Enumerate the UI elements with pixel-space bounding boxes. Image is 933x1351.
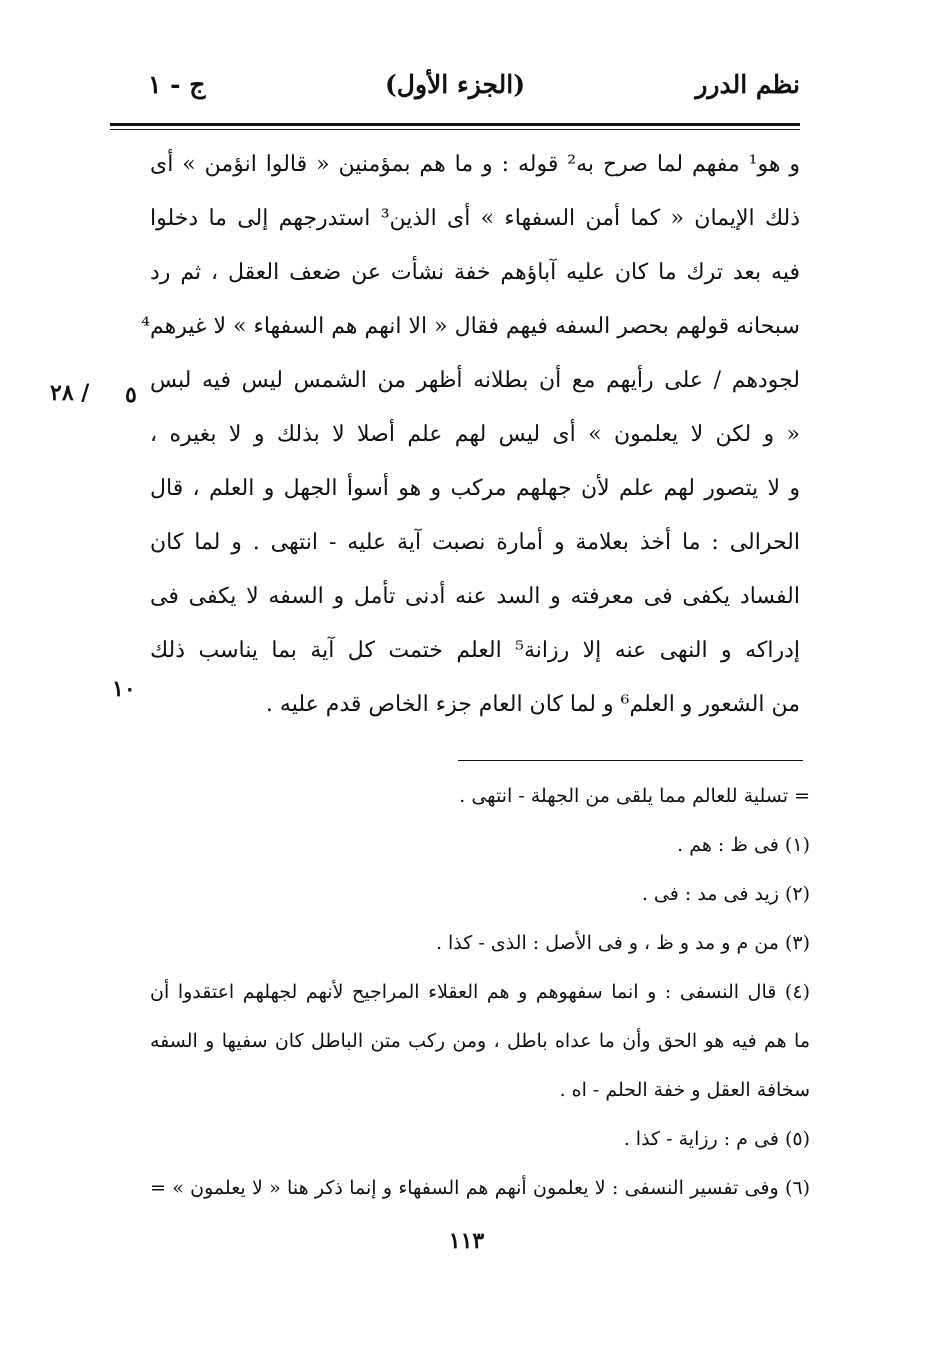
book-title: نظم الدرر: [695, 70, 800, 99]
footnote-line: (٣) من م و مد و ظ ، و فى الأصل : الذى - كذا .: [435, 932, 810, 954]
margin-line-number-10: ١٠: [112, 676, 136, 702]
header-rule-thick: [110, 123, 800, 126]
text-line: سبحانه قولهم بحصر السفه فيهم فقال « الا انهم هم السفهاء » لا غيرهم⁴: [141, 314, 800, 339]
text-line: « و لكن لا يعلمون » أى ليس لهم علم أصلا لا بذلك و لا بغيره ،: [150, 422, 800, 447]
footnote-line: (٢) زيد فى مد : فى .: [641, 883, 810, 905]
footnote-line: (٦) وفى تفسير النسفى : لا يعلمون أنهم هم السفهاء و إنما ذكر هنا « لا يعلمون » =: [150, 1177, 810, 1199]
text-line: لجودهم / على رأيهم مع أن بطلانه أظهر من الشمس ليس فيه لبس: [150, 368, 800, 393]
footnote-line: (٤) قال النسفى : و انما سفهوهم و هم العقلاء المراجيح لأنهم لجهلهم اعتقدوا أن: [150, 981, 810, 1003]
text-line: الحرالى : ما أخذ بعلامة و أمارة نصبت آية عليه - انتهى . و لما كان: [150, 530, 800, 555]
text-line: و لا يتصور لهم علم لأن جهلهم مركب و هو أسوأ الجهل و العلم ، قال: [150, 476, 800, 501]
text-line: من الشعور و العلم⁶ و لما كان العام جزء الخاص قدم عليه .: [265, 692, 800, 717]
header-rule-thin: [110, 129, 800, 130]
footnotes: [150, 772, 810, 1213]
text-line: و هو¹ مفهم لما صرح به² قوله : و ما هم بمؤمنين « قالوا انؤمن » أى: [150, 152, 800, 177]
footnote-separator: [458, 760, 803, 761]
text-line: فيه بعد ترك ما كان عليه آباؤهم خفة نشأت عن ضعف العقل ، ثم رد: [150, 260, 800, 285]
main-text: [141, 138, 800, 732]
footnote-line: (٥) فى م : رزاية - كذا .: [623, 1128, 810, 1150]
part-label: (الجزء الأول): [384, 70, 526, 99]
text-line: إدراكه و النهى عنه إلا رزانة⁵ العلم ختمت كل آية بما يناسب ذلك: [150, 638, 800, 663]
volume-label: ج - ١: [148, 70, 206, 99]
footnote-line: = تسلية للعالم مما يلقى من الجهلة - انتهى .: [459, 785, 810, 807]
text-line: الفساد يكفى فى معرفته و السد عنه أدنى تأمل و السفه لا يكفى فى: [150, 584, 800, 609]
page-number: ١١٣: [448, 1228, 485, 1254]
footnote-line: (١) فى ظ : هم .: [677, 834, 810, 856]
margin-line-number-5: ٥: [125, 382, 137, 408]
footnote-line: سخافة العقل و خفة الحلم - اه .: [559, 1079, 810, 1101]
margin-page-reference: ٢٨ /: [50, 380, 90, 406]
text-line: ذلك الإيمان « كما أمن السفهاء » أى الذين³ استدرجهم إلى ما دخلوا: [150, 206, 800, 231]
running-header: [110, 70, 800, 114]
footnote-line: ما هم فيه هو الحق وأن ما عداه باطل ، ومن ركب متن الباطل كان سفيها و السفه: [150, 1030, 810, 1052]
